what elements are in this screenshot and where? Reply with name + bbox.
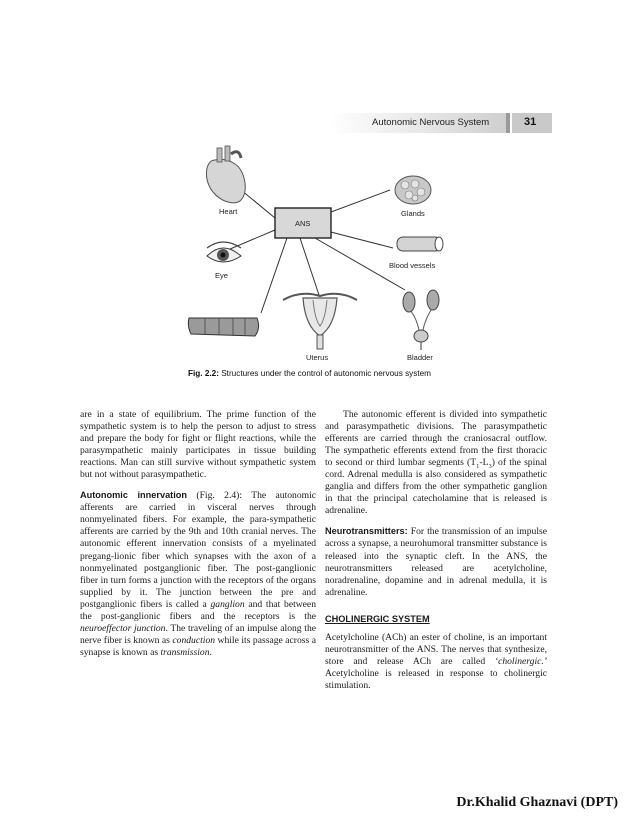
diagram-graphics — [175, 140, 485, 370]
label-blood-vessels: Blood vessels — [389, 261, 436, 270]
section-title: CHOLINERGIC SYSTEM — [325, 613, 430, 624]
right-paragraph-2 — [325, 525, 547, 598]
blood-vessel-icon — [397, 237, 443, 251]
right-column — [325, 409, 547, 692]
caption-prefix: Fig. 2.2: — [188, 369, 219, 378]
heart-icon — [206, 146, 245, 203]
text-run: . — [209, 646, 212, 658]
term-ganglion: ganglion — [210, 598, 245, 610]
text-run: The autonomic afferents are carried in visceral nerves through nonmyelinated fibers. For example, the para-sympathetic afferents are carried by the 9th and 10th cranial nerves. The autonomic efferent innervation consists of a myelinated pregang-lionic fiber which synapses with the axon of a nonmyelinated postganglionic fiber. The post-ganglionic fiber in turn forms a junction with the receptors of the organs supplied by it. The junction between the pre and postganglionic fibers is called a — [80, 490, 317, 610]
term-transmission: transmission — [160, 646, 210, 658]
left-paragraph-1: are in a state of equilibrium. The prime function of the sympathetic system is to help the person to adjust to stress and prepare the body for fight or flight reactions, while the parasympathetic mainly participates in tissue building reactions. Man can still survive without sympathetic system but not without parasympathetic. — [80, 409, 316, 481]
text-run: -L — [479, 457, 489, 469]
running-header — [0, 113, 638, 135]
text-run: and that between the post-ganglionic fibers and the receptors is the — [80, 598, 316, 622]
neurotransmitters-heading: Neurotransmitters: — [325, 526, 408, 537]
label-eye: Eye — [215, 271, 228, 280]
right-paragraph-1 — [325, 409, 547, 517]
text-run: The autonomic efferent is divided into sympathetic and parasympathetic divisions. The parasympathetic efferents are carried through the craniosacral outflow. The sympathetic efferents extend from the first thoracic to second or third lumbar segments (T — [325, 409, 547, 469]
text-run: while its passage across a synapse is known as — [80, 634, 316, 658]
label-glands: Glands — [401, 209, 425, 218]
label-bladder: Bladder — [407, 353, 433, 362]
glands-icon — [395, 176, 431, 204]
text-run: Acetylcholine (ACh) an ester of choline, is an important neurotransmitter of the ANS. The nerves that synthesize, store and release ACh are called — [325, 631, 547, 667]
eye-icon — [207, 242, 241, 262]
intestine-icon — [188, 318, 258, 336]
ans-diagram — [175, 140, 485, 380]
footer-author: Dr.Khalid Ghaznavi (DPT) — [456, 795, 618, 810]
label-ans: ANS — [295, 219, 311, 228]
page-number: 31 — [524, 116, 537, 128]
text-run: ) of the spinal cord. Adrenal medulla is also considered as sympathetic ganglia and differs from the other sympathetic ganglion in that the principal catecholamine that is released is adrenaline. — [325, 457, 547, 517]
text-run: . The traveling of an impulse along the nerve fiber is known as — [80, 622, 316, 646]
text-run: For the transmission of an impulse across a synapse, a neurohumoral transmitter substance is released into the synaptic cleft. In the ANS, the neurotransmitters released are acetylcholine, noradrenaline, dopamine and in adrenal medulla, it is adrenaline. — [325, 526, 547, 598]
autonomic-innervation-heading: Autonomic innervation — [80, 490, 188, 501]
text-run: Acetylcholine is released in response to cholinergic stimulation. — [325, 667, 547, 691]
term-neuroeffector: neuroeffector junction — [80, 622, 166, 634]
fig-ref: (Fig. 2.4): — [187, 490, 252, 502]
header-separator — [506, 113, 510, 133]
label-uterus: Uterus — [306, 353, 329, 362]
figure-caption — [188, 369, 431, 378]
bladder-icon — [403, 290, 439, 350]
uterus-icon — [283, 294, 357, 349]
caption-text: Structures under the control of autonomic nervous system — [218, 369, 432, 378]
left-column — [80, 409, 316, 659]
label-heart: Heart — [219, 207, 238, 216]
right-paragraph-3 — [325, 632, 547, 692]
chapter-title: Autonomic Nervous System — [372, 117, 490, 128]
left-paragraph-2 — [80, 489, 316, 659]
term-cholinergic: ‘cholinergic.’ — [494, 655, 547, 667]
term-conduction: conduction — [172, 634, 216, 646]
subscript: 3 — [488, 463, 492, 471]
subscript: 1 — [476, 463, 480, 471]
